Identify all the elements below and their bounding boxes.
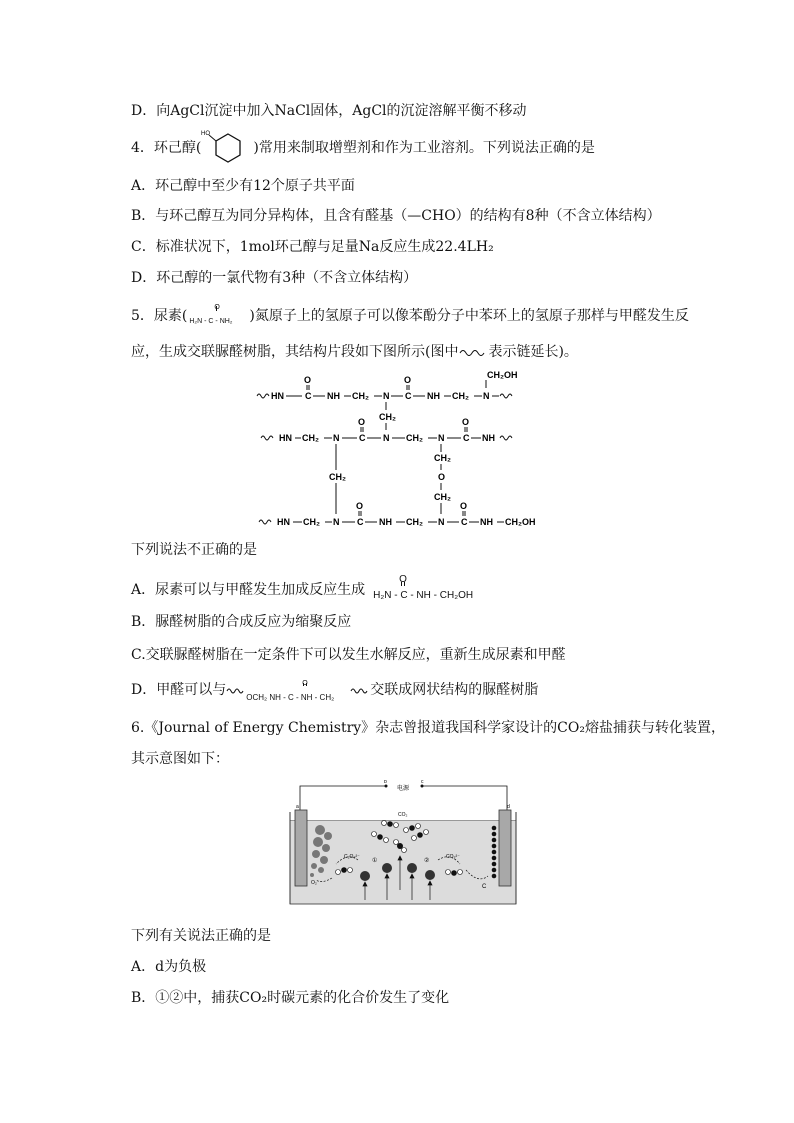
resin-row3-atom: NH: [379, 517, 392, 527]
q5-option-a-structure: [373, 574, 483, 601]
chain-extension-icon: [259, 520, 271, 524]
q5-stem-line2: [131, 342, 578, 362]
resin-row1-top: O: [304, 375, 312, 385]
carbon-label: C: [482, 884, 487, 890]
resin-row1-top: O: [404, 375, 412, 385]
resin-row1-atom: NH: [427, 391, 440, 401]
double-bond: [303, 683, 307, 686]
wavy-line-icon: [350, 684, 370, 696]
resin-row2-atom: HN: [279, 433, 292, 443]
resin-row3-atom: C: [357, 517, 364, 527]
co2-capture-apparatus-figure: [288, 780, 520, 906]
resin-row3-atom: C: [461, 517, 468, 527]
resin-row2-atom: N: [438, 433, 445, 443]
chain-extension-icon: [257, 394, 269, 398]
q5-option-a-formula: H₂N - C - NH - CH₂OH: [373, 590, 474, 601]
q5-prompt: 下列说法不正确的是: [131, 542, 257, 558]
q5-stem-line2a: 应，生成交联脲醛树脂，其结构片段如下图所示(图中: [131, 344, 459, 360]
resin-row3-atom: CH₂: [303, 517, 320, 527]
resin-row1-atom: CH₂: [452, 391, 469, 401]
cyclohexanol-ring: [201, 126, 253, 166]
q5-stem-line2b: 表示链延长)。: [488, 344, 578, 360]
resin-row2-atom: NH: [482, 433, 495, 443]
resin-link: CH₂: [434, 453, 451, 463]
q5-option-a-o: O: [399, 574, 407, 585]
step-1-label: ①: [372, 858, 378, 864]
q4-option-d: D．环己醇的一氯代物有3种（不含立体结构）: [131, 270, 418, 286]
q6-option-b: B．①②中，捕获CO₂时碳元素的化合价发生了变化: [131, 990, 450, 1006]
resin-row2-atom: C: [463, 433, 470, 443]
q3-option-d: D．向AgCl沉淀中加入NaCl固体，AgCl的沉淀溶解平衡不移动: [131, 103, 527, 119]
urea-double-bond: [216, 306, 218, 311]
resin-row1-top: CH₂OH: [487, 370, 518, 380]
c2o5-label: C₂O₅²⁻: [344, 854, 360, 860]
resin-row2-atom: N: [383, 433, 390, 443]
q5-option-d: [131, 680, 538, 700]
urea-formula: H₂N - C - NH₂: [189, 318, 233, 325]
power-source-label: 电源: [397, 786, 410, 792]
q4-option-c: C．标准状况下，1mol环己醇与足量Na反应生成22.4LH₂: [131, 239, 494, 255]
wavy-line-icon: [458, 345, 488, 359]
resin-row1-atom: N: [383, 391, 390, 401]
resin-row3-top: O: [460, 501, 468, 511]
resin-row1-atom: N: [483, 391, 490, 401]
resin-row3-atom: HN: [277, 517, 290, 527]
q4-option-a: A．环己醇中至少有12个原子共平面: [131, 178, 355, 194]
resin-row2-atom: CH₂: [302, 433, 319, 443]
resin-link: CH₂: [379, 412, 396, 422]
q5-option-d-structure: [246, 680, 350, 700]
resin-row3-atom: N: [333, 517, 340, 527]
electrode-label-d: d: [507, 804, 510, 810]
resin-row2-atom: N: [333, 433, 340, 443]
q4-stem-pre: 4．环己醇(: [131, 140, 202, 156]
chain-extension-icon: [500, 394, 512, 398]
resin-row1-atom: CH₂: [352, 391, 369, 401]
electrode-label-c: c: [421, 780, 424, 785]
urea-o: O: [214, 304, 220, 311]
q5-option-d-pre: D．甲醛可以与: [131, 682, 227, 698]
resin-row1-atom: NH: [327, 391, 340, 401]
resin-row2-top: O: [462, 417, 470, 427]
resin-link: O: [438, 472, 446, 482]
anode-a: [295, 810, 307, 886]
resin-row2-atom: CH₂: [406, 433, 423, 443]
electrode-label-a: a: [296, 804, 299, 810]
carbon-deposit: [492, 826, 497, 879]
resin-row2-atom: C: [359, 433, 366, 443]
q5-option-d-o: O: [302, 680, 308, 687]
q6-prompt: 下列有关说法正确的是: [131, 928, 271, 944]
q6-stem-line1: 6.《Journal of Energy Chemistry》杂志曾报道我国科学家设计的CO₂熔盐捕获与转化装置，: [131, 720, 725, 736]
q6-option-a: A．d为负极: [131, 959, 207, 975]
urea-structure: [187, 306, 249, 326]
co2-label: CO₂: [398, 812, 408, 818]
q5-stem-line1: [131, 306, 689, 326]
cyclohexanol-ho: HO: [201, 131, 211, 137]
q5-option-c: C.交联脲醛树脂在一定条件下可以发生水解反应，重新生成尿素和甲醛: [131, 647, 566, 663]
resin-row3-atom: NH: [480, 517, 493, 527]
chain-extension-icon: [500, 436, 512, 440]
resin-row3-atom: CH₂OH: [505, 517, 536, 527]
resin-row2-top: O: [358, 417, 366, 427]
resin-link: CH₂: [434, 492, 451, 502]
co3-label: CO₃²⁻: [446, 854, 460, 860]
resin-row1-atom: C: [405, 391, 412, 401]
q4-stem-post: )常用来制取增塑剂和作为工业溶剂。下列说法正确的是: [253, 140, 595, 156]
q5-option-a-text: A．尿素可以与甲醛发生加成反应生成: [131, 582, 366, 598]
cathode-d: [499, 810, 511, 886]
q5-option-b: B．脲醛树脂的合成反应为缩聚反应: [131, 614, 352, 630]
q5-option-d-post: 交联成网状结构的脲醛树脂: [370, 682, 539, 698]
resin-row1-atom: HN: [271, 391, 284, 401]
wavy-line-icon: [226, 684, 246, 696]
chain-extension-icon: [261, 436, 273, 440]
o2-label: O₂: [311, 880, 317, 886]
urea-formaldehyde-resin-figure: [255, 368, 545, 533]
electrode-label-b: b: [384, 780, 387, 785]
cyclohexanol-structure: [201, 131, 253, 158]
q5-stem-pre: 5．尿素(: [131, 308, 188, 324]
q5-option-a: [131, 574, 483, 601]
q4-option-b: B．与环己醇互为同分异构体，且含有醛基（—CHO）的结构有8种（不含立体结构）: [131, 208, 661, 224]
resin-row3-atom: N: [438, 517, 445, 527]
q5-option-d-formula: OCH₂ NH - C - NH - CH₂: [246, 693, 335, 702]
resin-link: CH₂: [329, 472, 346, 482]
q5-stem-mid: )氮原子上的氢原子可以像苯酚分子中苯环上的氢原子那样与甲醛发生反: [249, 308, 689, 324]
q6-stem-line2: 其示意图如下：: [131, 751, 229, 767]
step-2-label: ②: [424, 858, 430, 864]
q4-stem: [131, 131, 595, 158]
resin-row3-top: O: [356, 501, 364, 511]
resin-row1-atom: C: [305, 391, 312, 401]
resin-row3-atom: CH₂: [406, 517, 423, 527]
